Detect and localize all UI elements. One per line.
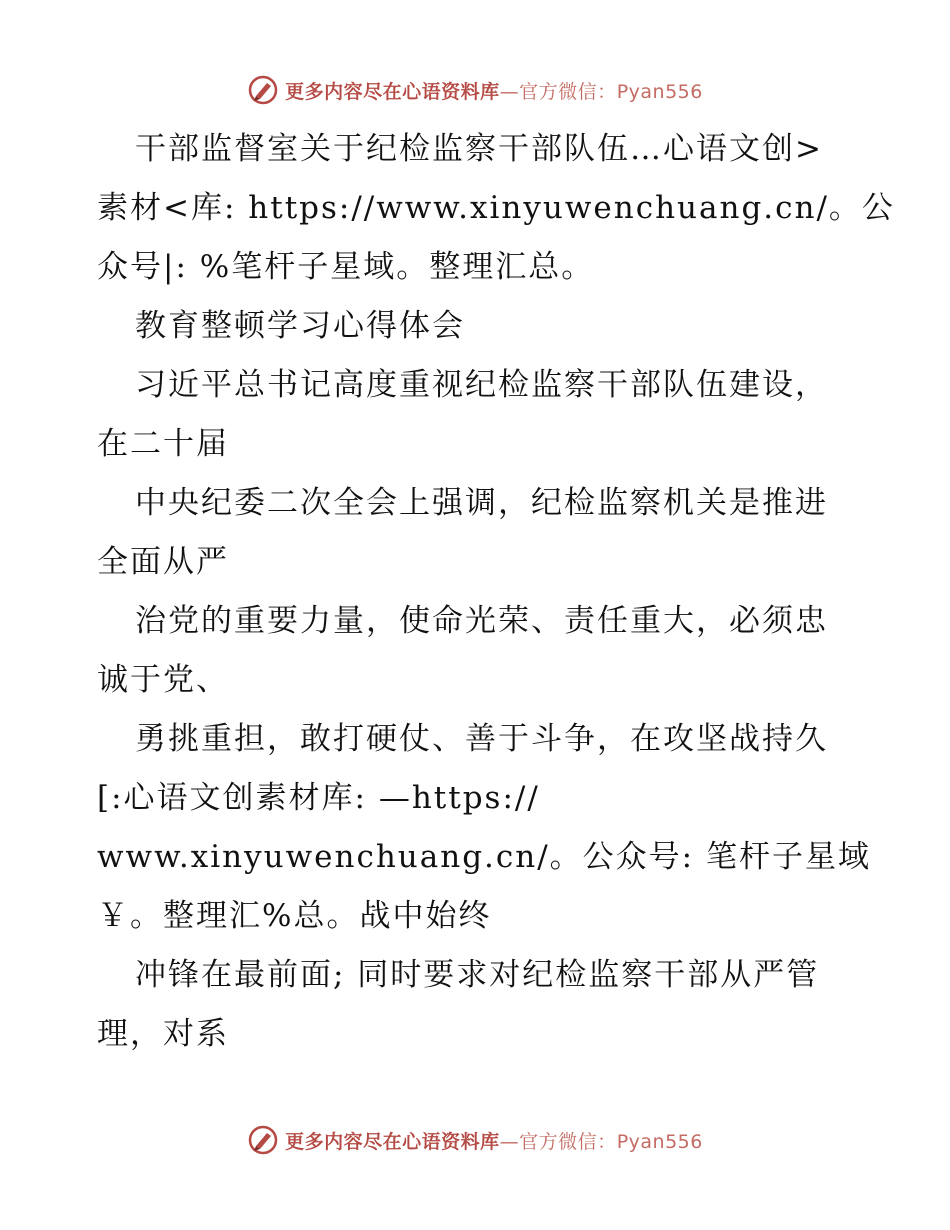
body-line: 冲锋在最前面; 同时要求对纪检监察干部从严管 — [135, 957, 820, 993]
body-line: 教育整顿学习心得体会 — [135, 308, 465, 344]
banner-text — [285, 77, 703, 104]
body-line: ￥。整理汇%总。战中始终 — [97, 898, 492, 934]
banner-wechat-label: 官方微信： — [519, 1130, 617, 1153]
document-body — [97, 120, 895, 1064]
banner-dash: — — [499, 80, 520, 103]
pen-seal-icon — [247, 74, 279, 106]
footer-banner — [0, 1123, 950, 1157]
body-line: 勇挑重担，敢打硬仗、善于斗争，在攻坚战持久 — [135, 721, 828, 757]
body-line: 干部监督室关于纪检监察干部队伍…心语文创> — [135, 131, 823, 167]
body-line: www.xinyuwenchuang.cn/。公众号: 笔杆子星域 — [97, 839, 871, 875]
banner-wechat-label: 官方微信： — [519, 80, 617, 103]
body-line: 理，对系 — [97, 1016, 229, 1052]
body-line: 众号|: %笔杆子星域。整理汇总。 — [97, 249, 595, 285]
banner-text — [285, 1127, 703, 1154]
banner-brand: 更多内容尽在心语资料库 — [285, 80, 500, 103]
body-line: 诚于党、 — [97, 662, 229, 698]
body-line: 全面从严 — [97, 544, 229, 580]
body-line: 在二十届 — [97, 426, 229, 462]
banner-brand: 更多内容尽在心语资料库 — [285, 1130, 500, 1153]
banner-wechat-id: Pyan556 — [616, 1130, 703, 1153]
body-line: [:心语文创素材库: —https:// — [97, 780, 540, 816]
banner-dash: — — [499, 1130, 520, 1153]
body-line: 素材<库: https://www.xinyuwenchuang.cn/。公 — [97, 190, 895, 226]
body-line: 习近平总书记高度重视纪检监察干部队伍建设， — [135, 367, 828, 403]
body-line: 治党的重要力量，使命光荣、责任重大，必须忠 — [135, 603, 828, 639]
banner-wechat-id: Pyan556 — [616, 80, 703, 103]
body-line: 中央纪委二次全会上强调，纪检监察机关是推进 — [135, 485, 828, 521]
header-banner — [0, 73, 950, 107]
pen-seal-icon — [247, 1124, 279, 1156]
